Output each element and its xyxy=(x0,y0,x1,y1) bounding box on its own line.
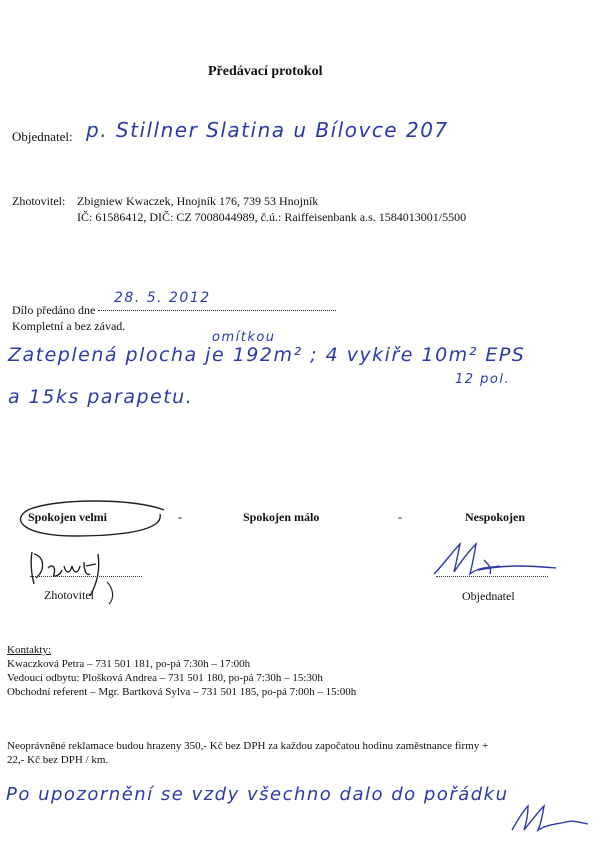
contact-item: Obchodní referent – Mgr. Bartková Sylva – 731 501 185, po-pá 7:00h – 15:00h xyxy=(7,686,357,698)
rating-option-slightly-satisfied: Spokojen málo xyxy=(243,510,320,524)
contact-item: Vedoucí odbytu: Plošková Andrea – 731 501 180, po-pá 7:30h – 15:30h xyxy=(7,672,323,684)
handover-date-handwritten: 28. 5. 2012 xyxy=(114,290,211,306)
customer-label: Objednatel: xyxy=(12,129,73,144)
customer-signature-line xyxy=(436,576,548,577)
complaint-line-1: Neoprávněné reklamace budou hrazeny 350,- Kč bez DPH za každou započatou hodinu zaměstnance firmy + xyxy=(7,740,489,752)
contractor-line2: IČ: 61586412, DIČ: CZ 7008044989, č.ú.: Raiffeisenbank a.s. 1584013001/5500 xyxy=(77,210,467,224)
rating-separator-2: - xyxy=(398,510,402,524)
contractor-signature-label: Zhotovitel xyxy=(44,588,94,602)
rating-option-dissatisfied: Nespokojen xyxy=(465,510,526,524)
document-title: Předávací protokol xyxy=(208,64,323,79)
contractor-label: Zhotovitel: xyxy=(12,194,66,208)
customer-signature-label: Objednatel xyxy=(462,589,515,603)
contractor-line1: Zbigniew Kwaczek, Hnojník 176, 739 53 Hnojník xyxy=(77,194,319,208)
pen-stroke-icon xyxy=(105,580,119,608)
customer-handwritten: p. Stillner Slatina u Bílovce 207 xyxy=(86,118,449,142)
hand-note-side: 12 pol. xyxy=(455,372,511,387)
complete-text: Kompletní a bez závad. xyxy=(12,319,126,333)
handover-date-field xyxy=(98,310,336,311)
rating-separator-1: - xyxy=(178,510,182,524)
footer-handwritten-note: Po upozornění se vzdy všechno dalo do pořádku xyxy=(6,784,509,805)
handover-label: Dílo předáno dne xyxy=(12,303,96,317)
hand-note-line1: Zateplená plocha je 192m² ; 4 vykiře 10m² EPS xyxy=(8,344,526,366)
hand-note-line2: a 15ks parapetu. xyxy=(8,386,194,408)
contractor-signature-line xyxy=(30,576,142,577)
contact-item: Kwaczková Petra – 731 501 181, po-pá 7:30h – 17:00h xyxy=(7,658,251,670)
footer-signature-icon xyxy=(508,800,592,836)
customer-signature-icon xyxy=(430,540,560,580)
complaint-line-2: 22,- Kč bez DPH / km. xyxy=(7,754,109,766)
rating-option-very-satisfied: Spokojen velmi xyxy=(28,510,108,524)
circle-mark-icon xyxy=(14,496,174,540)
hand-note-insert: omítkou xyxy=(212,330,276,345)
contacts-heading: Kontakty: xyxy=(7,644,51,656)
